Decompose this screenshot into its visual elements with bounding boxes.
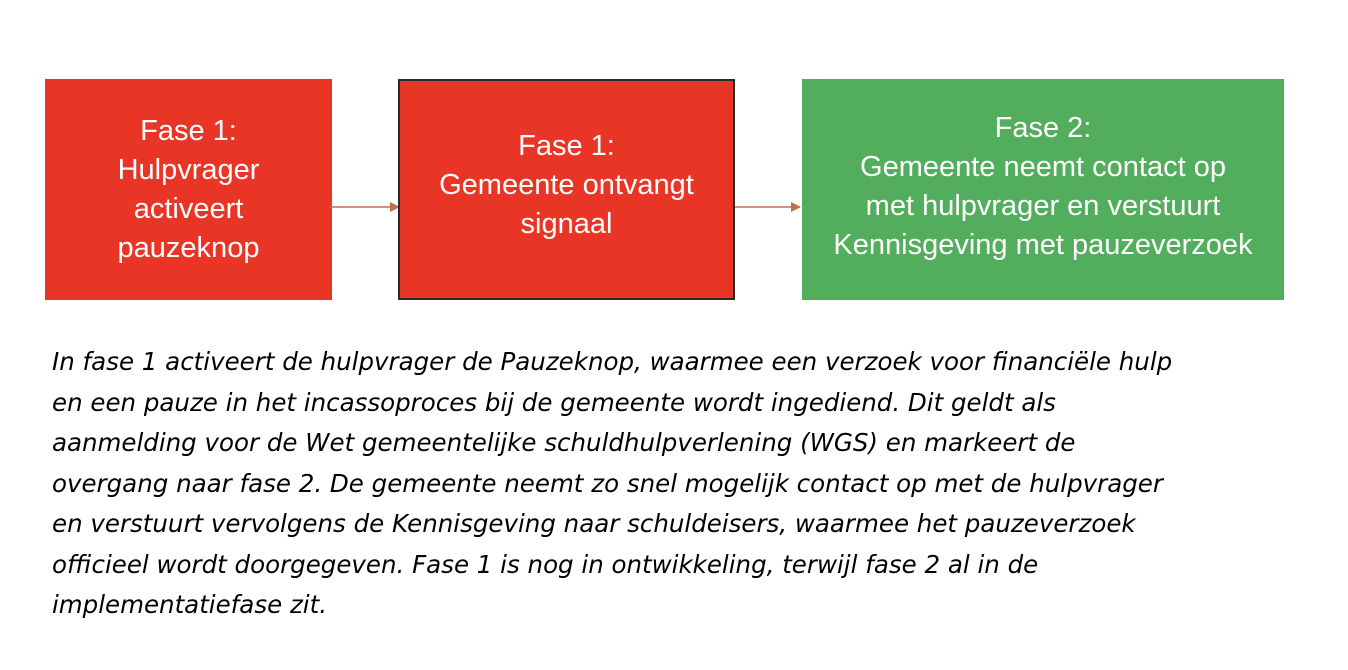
caption-line: officieel wordt doorgegeven. Fase 1 is nog in ontwikkeling, terwijl fase 2 al in de	[52, 549, 1039, 579]
step-text-line: Gemeente neemt contact op	[860, 151, 1226, 183]
caption-line: aanmelding voor de Wet gemeentelijke schuldhulpverlening (WGS) en markeert de	[52, 428, 1076, 457]
step-text-line: met hulpvrager en verstuurt	[865, 190, 1221, 222]
step-text-line: pauzeknop	[117, 231, 260, 264]
step-box-phase1-signal	[398, 79, 735, 300]
caption-line: implementatiefase zit.	[52, 590, 328, 619]
step-phase-label: Fase 1:	[518, 130, 615, 162]
step-text-line: activeert	[133, 192, 244, 225]
step-text-line: signaal	[520, 208, 613, 240]
caption-paragraph	[52, 342, 1332, 626]
step-box-phase1-activate	[45, 79, 332, 300]
step-text-line: Hulpvrager	[117, 153, 260, 186]
caption-line: en een pauze in het incassoproces bij de gemeente wordt ingediend. Dit geldt als	[52, 387, 1056, 417]
step-text-line: Gemeente ontvangt	[439, 169, 694, 201]
flow-arrow-1	[330, 198, 402, 216]
step-box-phase2-contact	[802, 79, 1284, 300]
caption-line: In fase 1 activeert de hulpvrager de Pauzeknop, waarmee een verzoek voor financiële hulp	[52, 347, 1173, 376]
step-text-line: Kennisgeving met pauzeverzoek	[833, 229, 1253, 261]
caption-line: overgang naar fase 2. De gemeente neemt zo snel mogelijk contact op met de hulpvrager	[52, 468, 1163, 498]
step-phase-label: Fase 2:	[994, 112, 1092, 144]
step-phase-label: Fase 1:	[140, 114, 237, 147]
caption-line: en verstuurt vervolgens de Kennisgeving naar schuldeisers, waarmee het pauzeverzoek	[52, 509, 1136, 538]
flow-arrow-2	[735, 198, 805, 216]
